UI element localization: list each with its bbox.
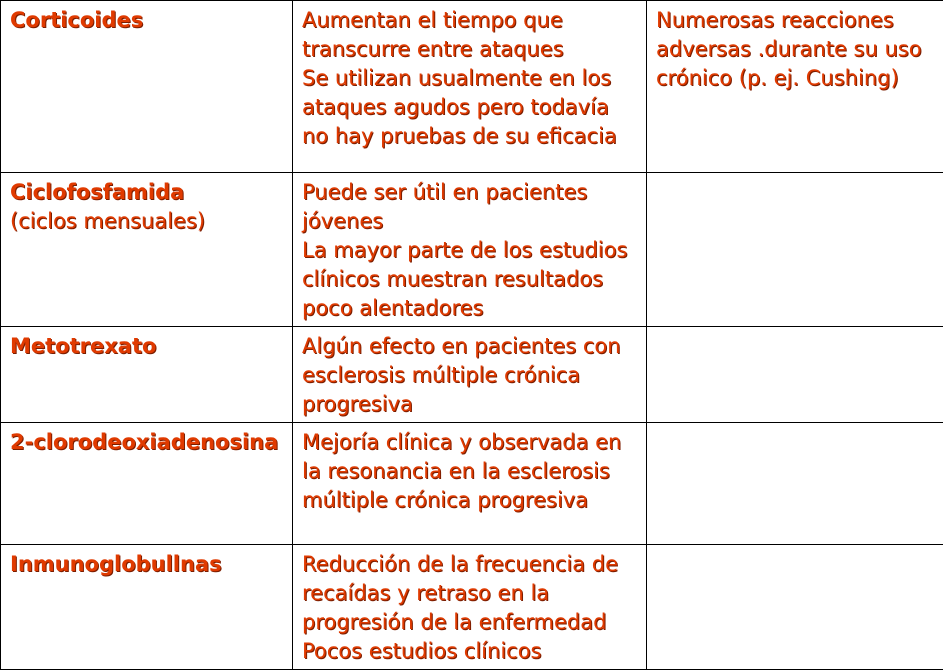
table-row: [1, 173, 943, 327]
notes-cell: [647, 423, 943, 545]
effect-cell: [293, 1, 647, 173]
effect-text: La mayor parte de los estudios clínicos muestran resultados poco alentadores: [302, 238, 628, 320]
notes-text: Numerosas reacciones adversas .durante su uso crónico (p. ej. Cushing): [656, 8, 922, 90]
effect-cell: [293, 545, 647, 670]
table-row: [1, 327, 943, 423]
table-row: [1, 545, 943, 670]
drug-cell: [1, 545, 293, 670]
effect-text: Reducción de la frecuencia de recaídas y retraso en la progresión de la enfermedad: [302, 552, 619, 634]
effect-text: Se utilizan usualmente en los ataques agudos pero todavía no hay pruebas de su eficacia: [302, 66, 617, 148]
notes-cell: [647, 545, 943, 670]
drug-name: Corticoides: [10, 8, 144, 32]
effect-cell: [293, 327, 647, 423]
drug-cell: [1, 327, 293, 423]
effect-text: Puede ser útil en pacientes jóvenes: [302, 180, 588, 233]
drug-cell: [1, 423, 293, 545]
effect-text: Algún efecto en pacientes con esclerosis múltiple crónica progresiva: [302, 334, 621, 416]
drug-name: 2-clorodeoxiadenosina: [10, 430, 279, 454]
notes-cell: [647, 327, 943, 423]
effect-text: Pocos estudios clínicos: [302, 639, 542, 663]
drug-cell: [1, 173, 293, 327]
drug-subtitle: (ciclos mensuales): [10, 209, 206, 233]
table-row: [1, 423, 943, 545]
effect-cell: [293, 173, 647, 327]
table-row: [1, 1, 943, 173]
effect-cell: [293, 423, 647, 545]
drug-name: Metotrexato: [10, 334, 157, 358]
notes-cell: [647, 1, 943, 173]
effect-text: Aumentan el tiempo que transcurre entre ataques: [302, 8, 564, 61]
effect-text: Mejoría clínica y observada en la resonancia en la esclerosis múltiple crónica progresiva: [302, 430, 622, 512]
drug-cell: [1, 1, 293, 173]
drug-name: Ciclofosfamida: [10, 180, 185, 204]
drug-name: Inmunoglobullnas: [10, 552, 222, 576]
notes-cell: [647, 173, 943, 327]
